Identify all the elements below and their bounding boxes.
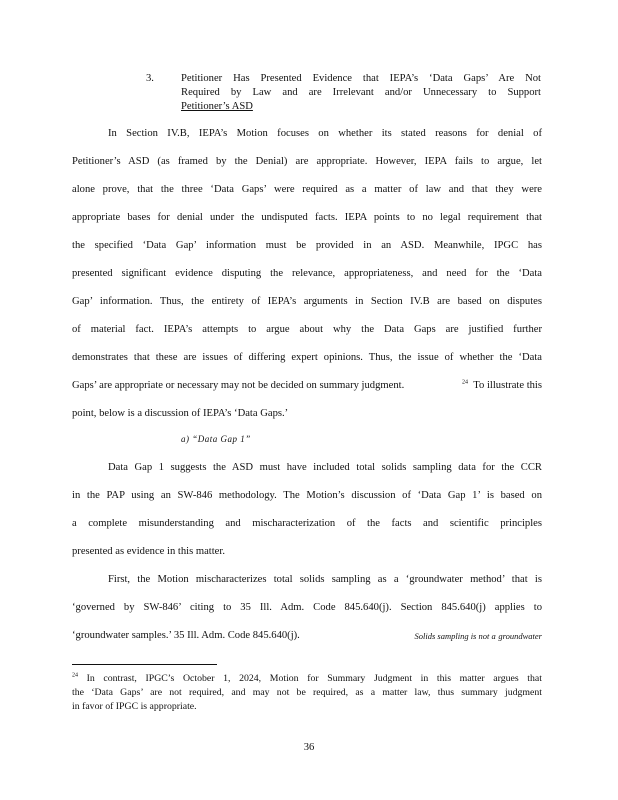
paragraph-line-tail: To illustrate this xyxy=(473,380,542,391)
italic-text: Solids sampling is not a xyxy=(414,631,496,641)
footnote-line-3: in favor of IPGC is appropriate. xyxy=(72,701,197,712)
paragraph-line: appropriate bases for denial under the undisputed facts. IEPA points to no legal requirement that xyxy=(72,212,542,223)
footnote-number: 24 xyxy=(72,672,78,679)
footnote-text: In contrast, IPGC’s October 1, 2024, Motion for Summary Judgment in this matter argues that xyxy=(86,673,543,684)
heading-number: 3. xyxy=(146,73,154,84)
paragraph-line: presented as evidence in this matter. xyxy=(72,546,225,557)
paragraph-line: Petitioner’s ASD (as framed by the Denial) are appropriate. However, IEPA fails to argue, let xyxy=(72,156,542,167)
subheading: a) “Data Gap 1” xyxy=(181,434,251,444)
paragraph-line: Gap’ information. Thus, the entirety of IEPA’s arguments in Section IV.B are based on disputes xyxy=(72,296,542,307)
paragraph-line: point, below is a discussion of IEPA’s ‘Data Gaps.’ xyxy=(72,408,289,419)
paragraph-line-tail xyxy=(415,630,543,643)
paragraph-line: demonstrates that these are issues of differing expert opinions. Thus, the issue of whether the ‘Data xyxy=(72,352,542,363)
paragraph-line: in the PAP using an SW-846 methodology. The Motion’s discussion of ‘Data Gap 1’ is based on xyxy=(72,490,542,501)
page-number: 36 xyxy=(303,742,315,753)
footnote-line-2: the ‘Data Gaps’ are not required, and may not be required, as a matter law, thus summary judgment xyxy=(72,687,542,698)
paragraph-line-mixed xyxy=(72,630,542,643)
paragraph-line: a complete misunderstanding and mischaracterization of the facts and scientific principles xyxy=(72,518,542,529)
heading-line-1: Petitioner Has Presented Evidence that IEPA’s ‘Data Gaps’ Are Not xyxy=(181,73,541,84)
paragraph-line: presented significant evidence disputing the relevance, appropriateness, and need for the ‘Data xyxy=(72,268,542,279)
paragraph-line-text: ‘groundwater samples.’ 35 Ill. Adm. Code 845.640(j). xyxy=(72,630,300,641)
footnote-reference xyxy=(462,380,542,392)
paragraph-line: First, the Motion mischaracterizes total solids sampling as a ‘groundwater method’ that is xyxy=(108,574,542,585)
paragraph-line: In Section IV.B, IEPA’s Motion focuses on whether its stated reasons for denial of xyxy=(108,128,542,139)
paragraph-line-with-footnote xyxy=(72,380,542,392)
footnote-marker: 24 xyxy=(462,379,468,386)
paragraph-line: ‘governed by SW-846’ citing to 35 Ill. Adm. Code 845.640(j). Section 845.640(j) applies to xyxy=(72,602,542,613)
paragraph-line: alone prove, that the three ‘Data Gaps’ were required as a matter of law and that they were xyxy=(72,184,542,195)
heading-line-2: Required by Law and are Irrelevant and/or Unnecessary to Support xyxy=(181,87,541,98)
paragraph-line: the specified ‘Data Gap’ information must be provided in an ASD. Meanwhile, IPGC has xyxy=(72,240,542,251)
paragraph-line: Data Gap 1 suggests the ASD must have included total solids sampling data for the CCR xyxy=(108,462,542,473)
footnote-line-1 xyxy=(72,673,542,684)
paragraph-line-text: Gaps’ are appropriate or necessary may not be decided on summary judgment. xyxy=(72,380,405,391)
footnote-divider xyxy=(72,664,217,665)
paragraph-line: of material fact. IEPA’s attempts to argue about why the Data Gaps are justified further xyxy=(72,324,542,335)
heading-line-3: Petitioner’s ASD xyxy=(181,101,253,112)
italic-text: groundwater xyxy=(498,631,542,641)
